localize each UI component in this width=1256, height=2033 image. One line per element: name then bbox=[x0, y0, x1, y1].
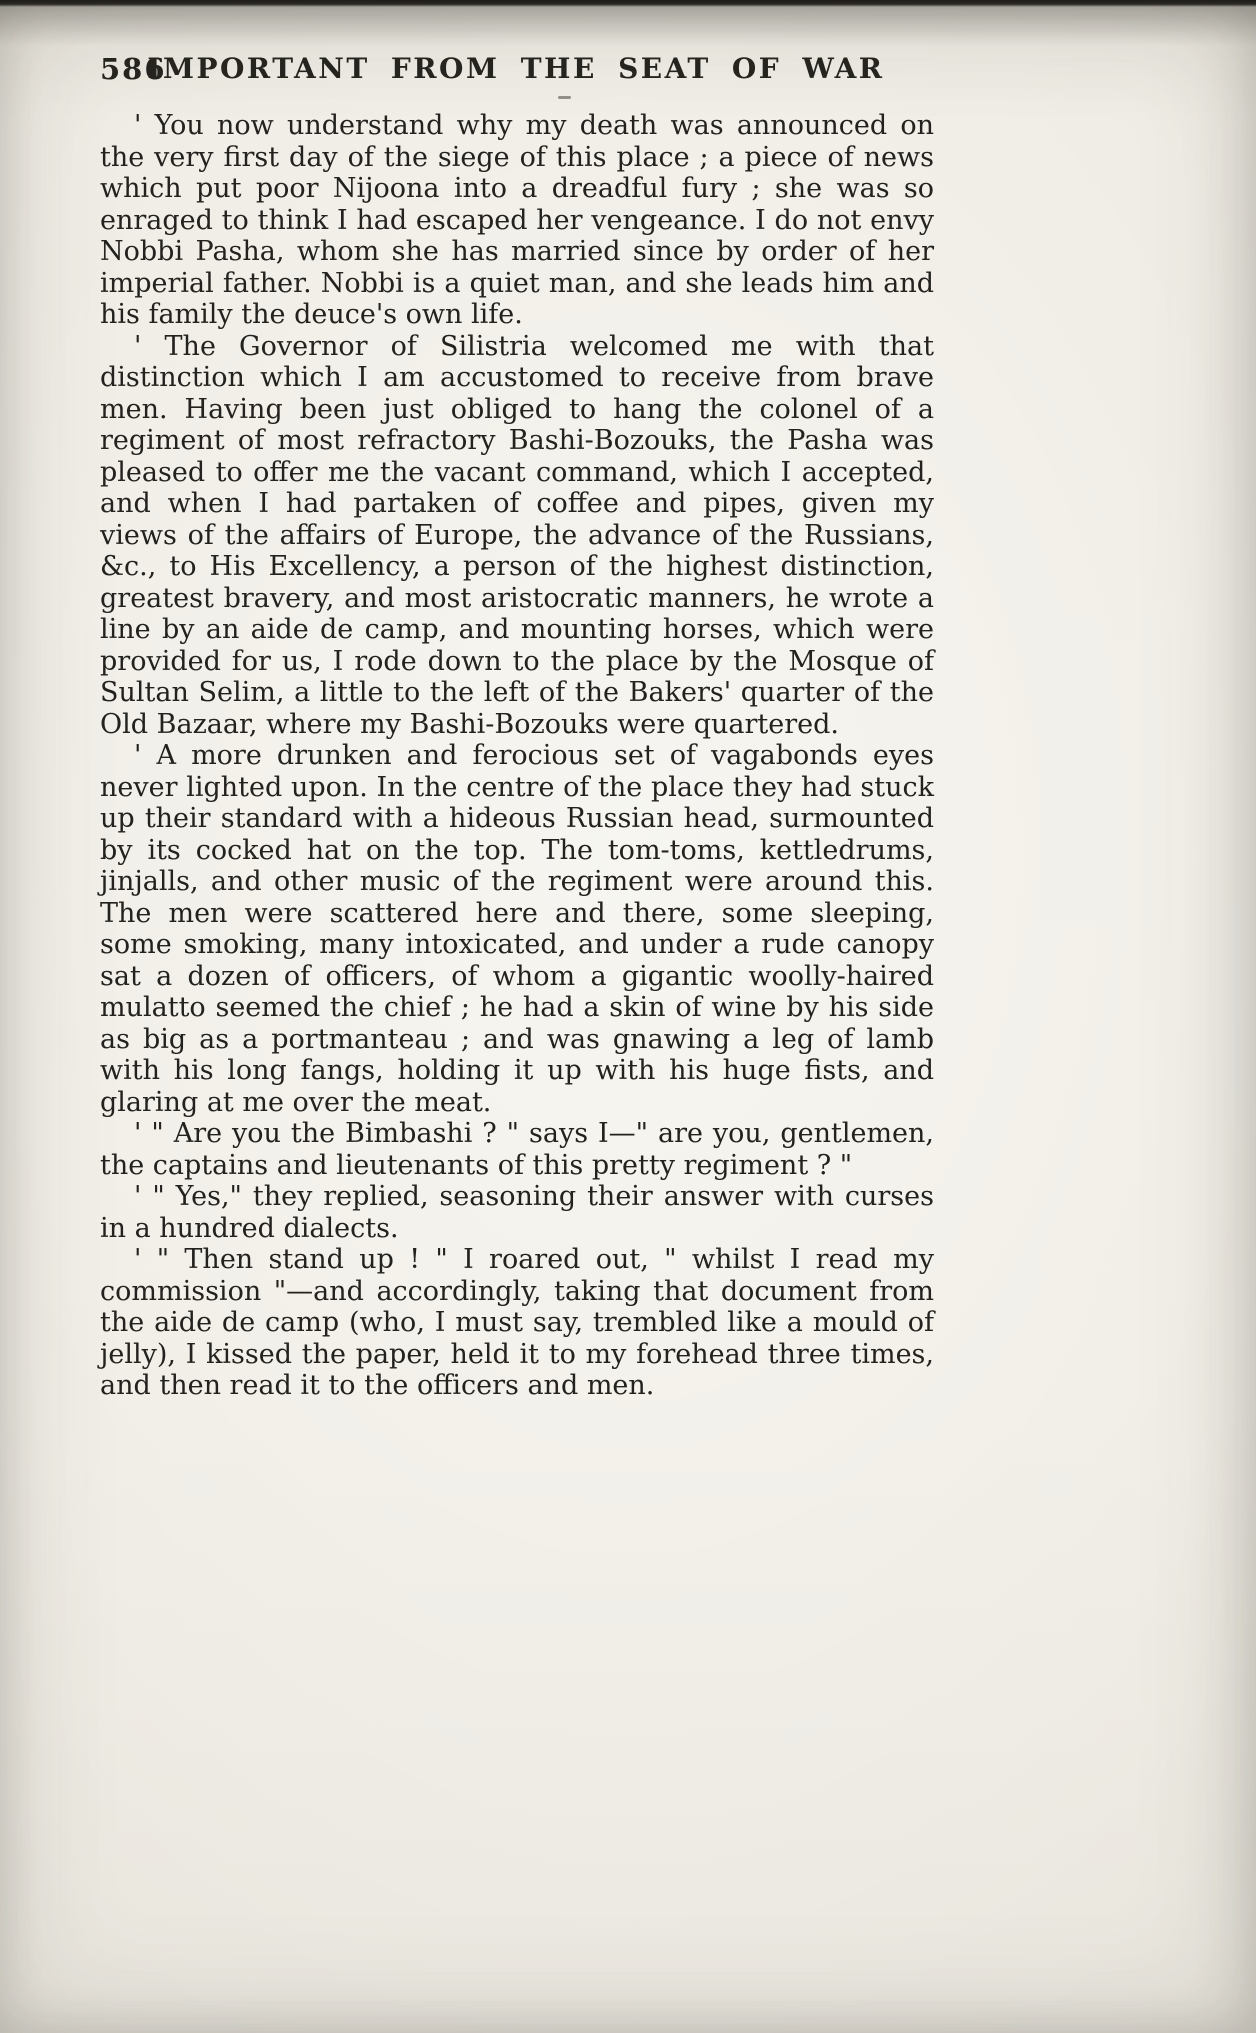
paragraph: ' " Yes," they replied, seasoning their answer with curses in a hundred dialects. bbox=[100, 1181, 934, 1244]
scan-artifact bbox=[558, 96, 571, 99]
paragraph: ' A more drunken and ferocious set of vagabonds eyes never lighted upon. In the centre of the place they had stuck up their standard with a hideous Russian head, surmounted by its cocked hat on the top. The tom-toms, kettledrums, jinjalls, and other music of the regiment were around this. The men were scattered here and there, some sleeping, some smoking, many intoxicated, and under a rude canopy sat a dozen of officers, of whom a gigantic woolly-haired mulatto seemed the chief ; he had a skin of wine by his side as big as a portmanteau ; and was gnawing a leg of lamb with his long fangs, holding it up with his huge fists, and glaring at me over the meat. bbox=[100, 740, 934, 1118]
paragraph: ' The Governor of Silistria welcomed me with that distinction which I am accustomed to receive from brave men. Having been just obliged to hang the colonel of a regiment of most refractory Bashi-Bozouks, the Pasha was pleased to offer me the vacant command, which I accepted, and when I had partaken of coffee and pipes, given my views of the affairs of Europe, the advance of the Russians, &c., to His Excellency, a person of the highest distinction, greatest bravery, and most aristocratic manners, he wrote a line by an aide de camp, and mounting horses, which were provided for us, I rode down to the place by the Mosque of Sultan Selim, a little to the left of the Bakers' quarter of the Old Bazaar, where my Bashi-Bozouks were quartered. bbox=[100, 330, 934, 740]
text-block bbox=[100, 110, 934, 1402]
paragraph: ' You now understand why my death was announced on the very first day of the siege of this place ; a piece of news which put poor Nijoona into a dreadful fury ; she was so enraged to think I had escaped her vengeance. I do not envy Nobbi Pasha, whom she has married since by order of her imperial father. Nobbi is a quiet man, and she leads him and his family the deuce's own life. bbox=[100, 110, 934, 330]
scan-edge-top bbox=[0, 0, 1256, 7]
page-number: 586 bbox=[100, 52, 167, 86]
paragraph: ' " Then stand up ! " I roared out, " whilst I read my commission "—and accordingly, taking that document from the aide de camp (who, I must say, trembled like a mould of jelly), I kissed the paper, held it to my forehead three times, and then read it to the officers and men. bbox=[100, 1244, 934, 1401]
running-title: IMPORTANT FROM THE SEAT OF WAR bbox=[147, 52, 885, 85]
paragraph: ' " Are you the Bimbashi ? " says I—" are you, gentlemen, the captains and lieutenants of this pretty regiment ? " bbox=[100, 1118, 934, 1181]
page-header bbox=[100, 52, 932, 88]
